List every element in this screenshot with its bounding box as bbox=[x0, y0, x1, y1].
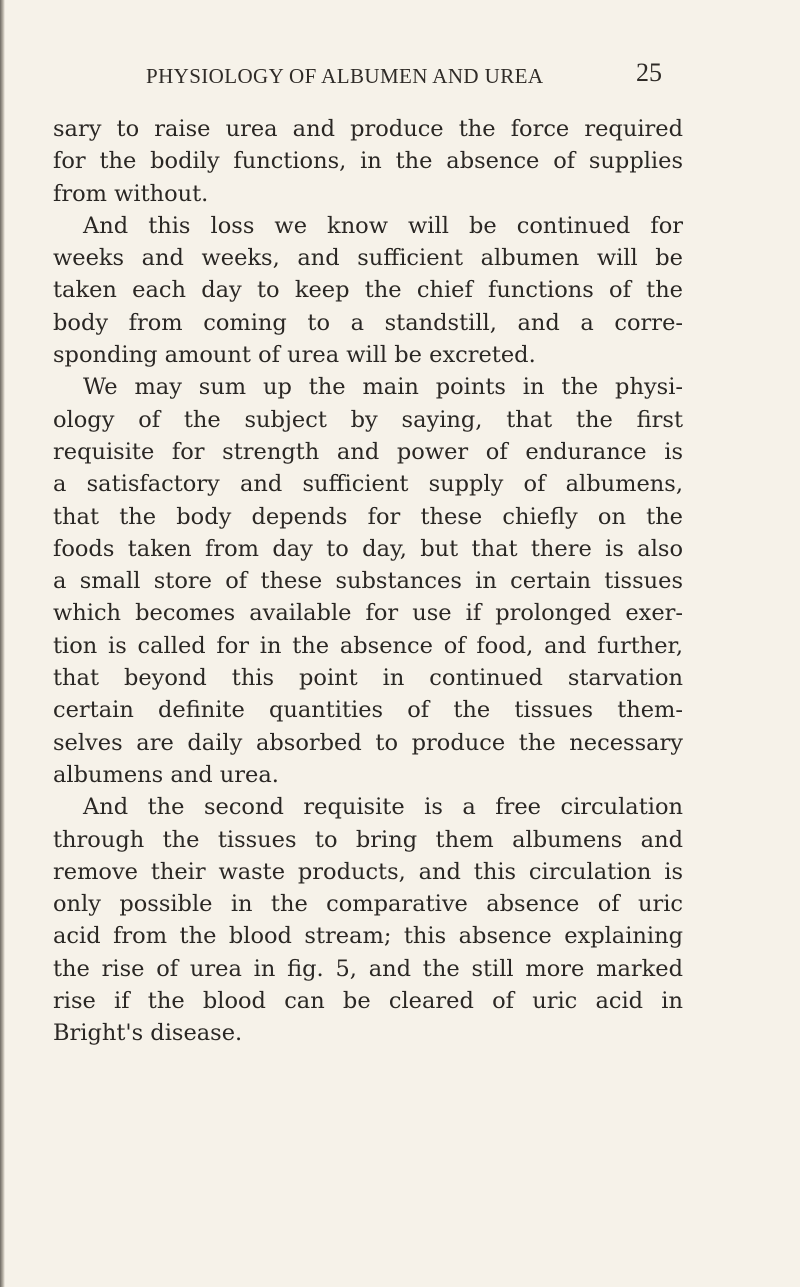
text-line: tion is called for in the absence of food, and further, bbox=[53, 632, 683, 659]
body-text bbox=[53, 113, 683, 1050]
text-line: acid from the blood stream; this absence explaining bbox=[53, 923, 683, 950]
text-line: from without. bbox=[53, 180, 209, 207]
text-line: sary to raise urea and produce the force required bbox=[53, 116, 683, 142]
text-line: only possible in the comparative absence of uric bbox=[53, 891, 683, 918]
text-line: a small store of these substances in certain tissues bbox=[53, 568, 683, 595]
text-line: certain definite quantities of the tissues them- bbox=[53, 697, 683, 724]
text-line: body from coming to a standstill, and a corre- bbox=[53, 309, 683, 336]
text-line: taken each day to keep the chief functions of the bbox=[53, 277, 683, 304]
text-line: that the body depends for these chiefly on the bbox=[53, 503, 683, 530]
text-line: the rise of urea in fig. 5, and the still more marked bbox=[53, 955, 683, 982]
page-binding-edge bbox=[0, 0, 5, 1287]
text-line: requisite for strength and power of endurance is bbox=[53, 438, 683, 465]
text-line: a satisfactory and sufficient supply of albumens, bbox=[53, 471, 683, 498]
text-line: Bright's disease. bbox=[53, 1020, 243, 1047]
text-line: foods taken from day to day, but that there is also bbox=[53, 535, 683, 562]
text-line: which becomes available for use if prolonged exer- bbox=[53, 600, 683, 627]
text-line: selves are daily absorbed to produce the necessary bbox=[53, 729, 683, 756]
text-line: through the tissues to bring them albumens and bbox=[53, 826, 683, 853]
text-line: We may sum up the main points in the physi- bbox=[83, 374, 683, 401]
running-header: PHYSIOLOGY OF ALBUMEN AND UREA bbox=[146, 64, 544, 88]
text-line: albumens and urea. bbox=[53, 761, 279, 788]
text-line: rise if the blood can be cleared of uric acid in bbox=[53, 988, 683, 1015]
text-line: weeks and weeks, and sufficient albumen will be bbox=[53, 245, 683, 272]
text-line: And the second requisite is a free circulation bbox=[83, 794, 683, 821]
text-line: sponding amount of urea will be excreted. bbox=[53, 342, 536, 369]
text-line: And this loss we know will be continued for bbox=[83, 212, 683, 239]
text-line: remove their waste products, and this circulation is bbox=[53, 858, 683, 885]
text-line: ology of the subject by saying, that the first bbox=[53, 406, 683, 433]
text-line: that beyond this point in continued starvation bbox=[53, 665, 683, 692]
page-number: 25 bbox=[636, 58, 662, 87]
text-line: for the bodily functions, in the absence of supplies bbox=[53, 148, 683, 175]
